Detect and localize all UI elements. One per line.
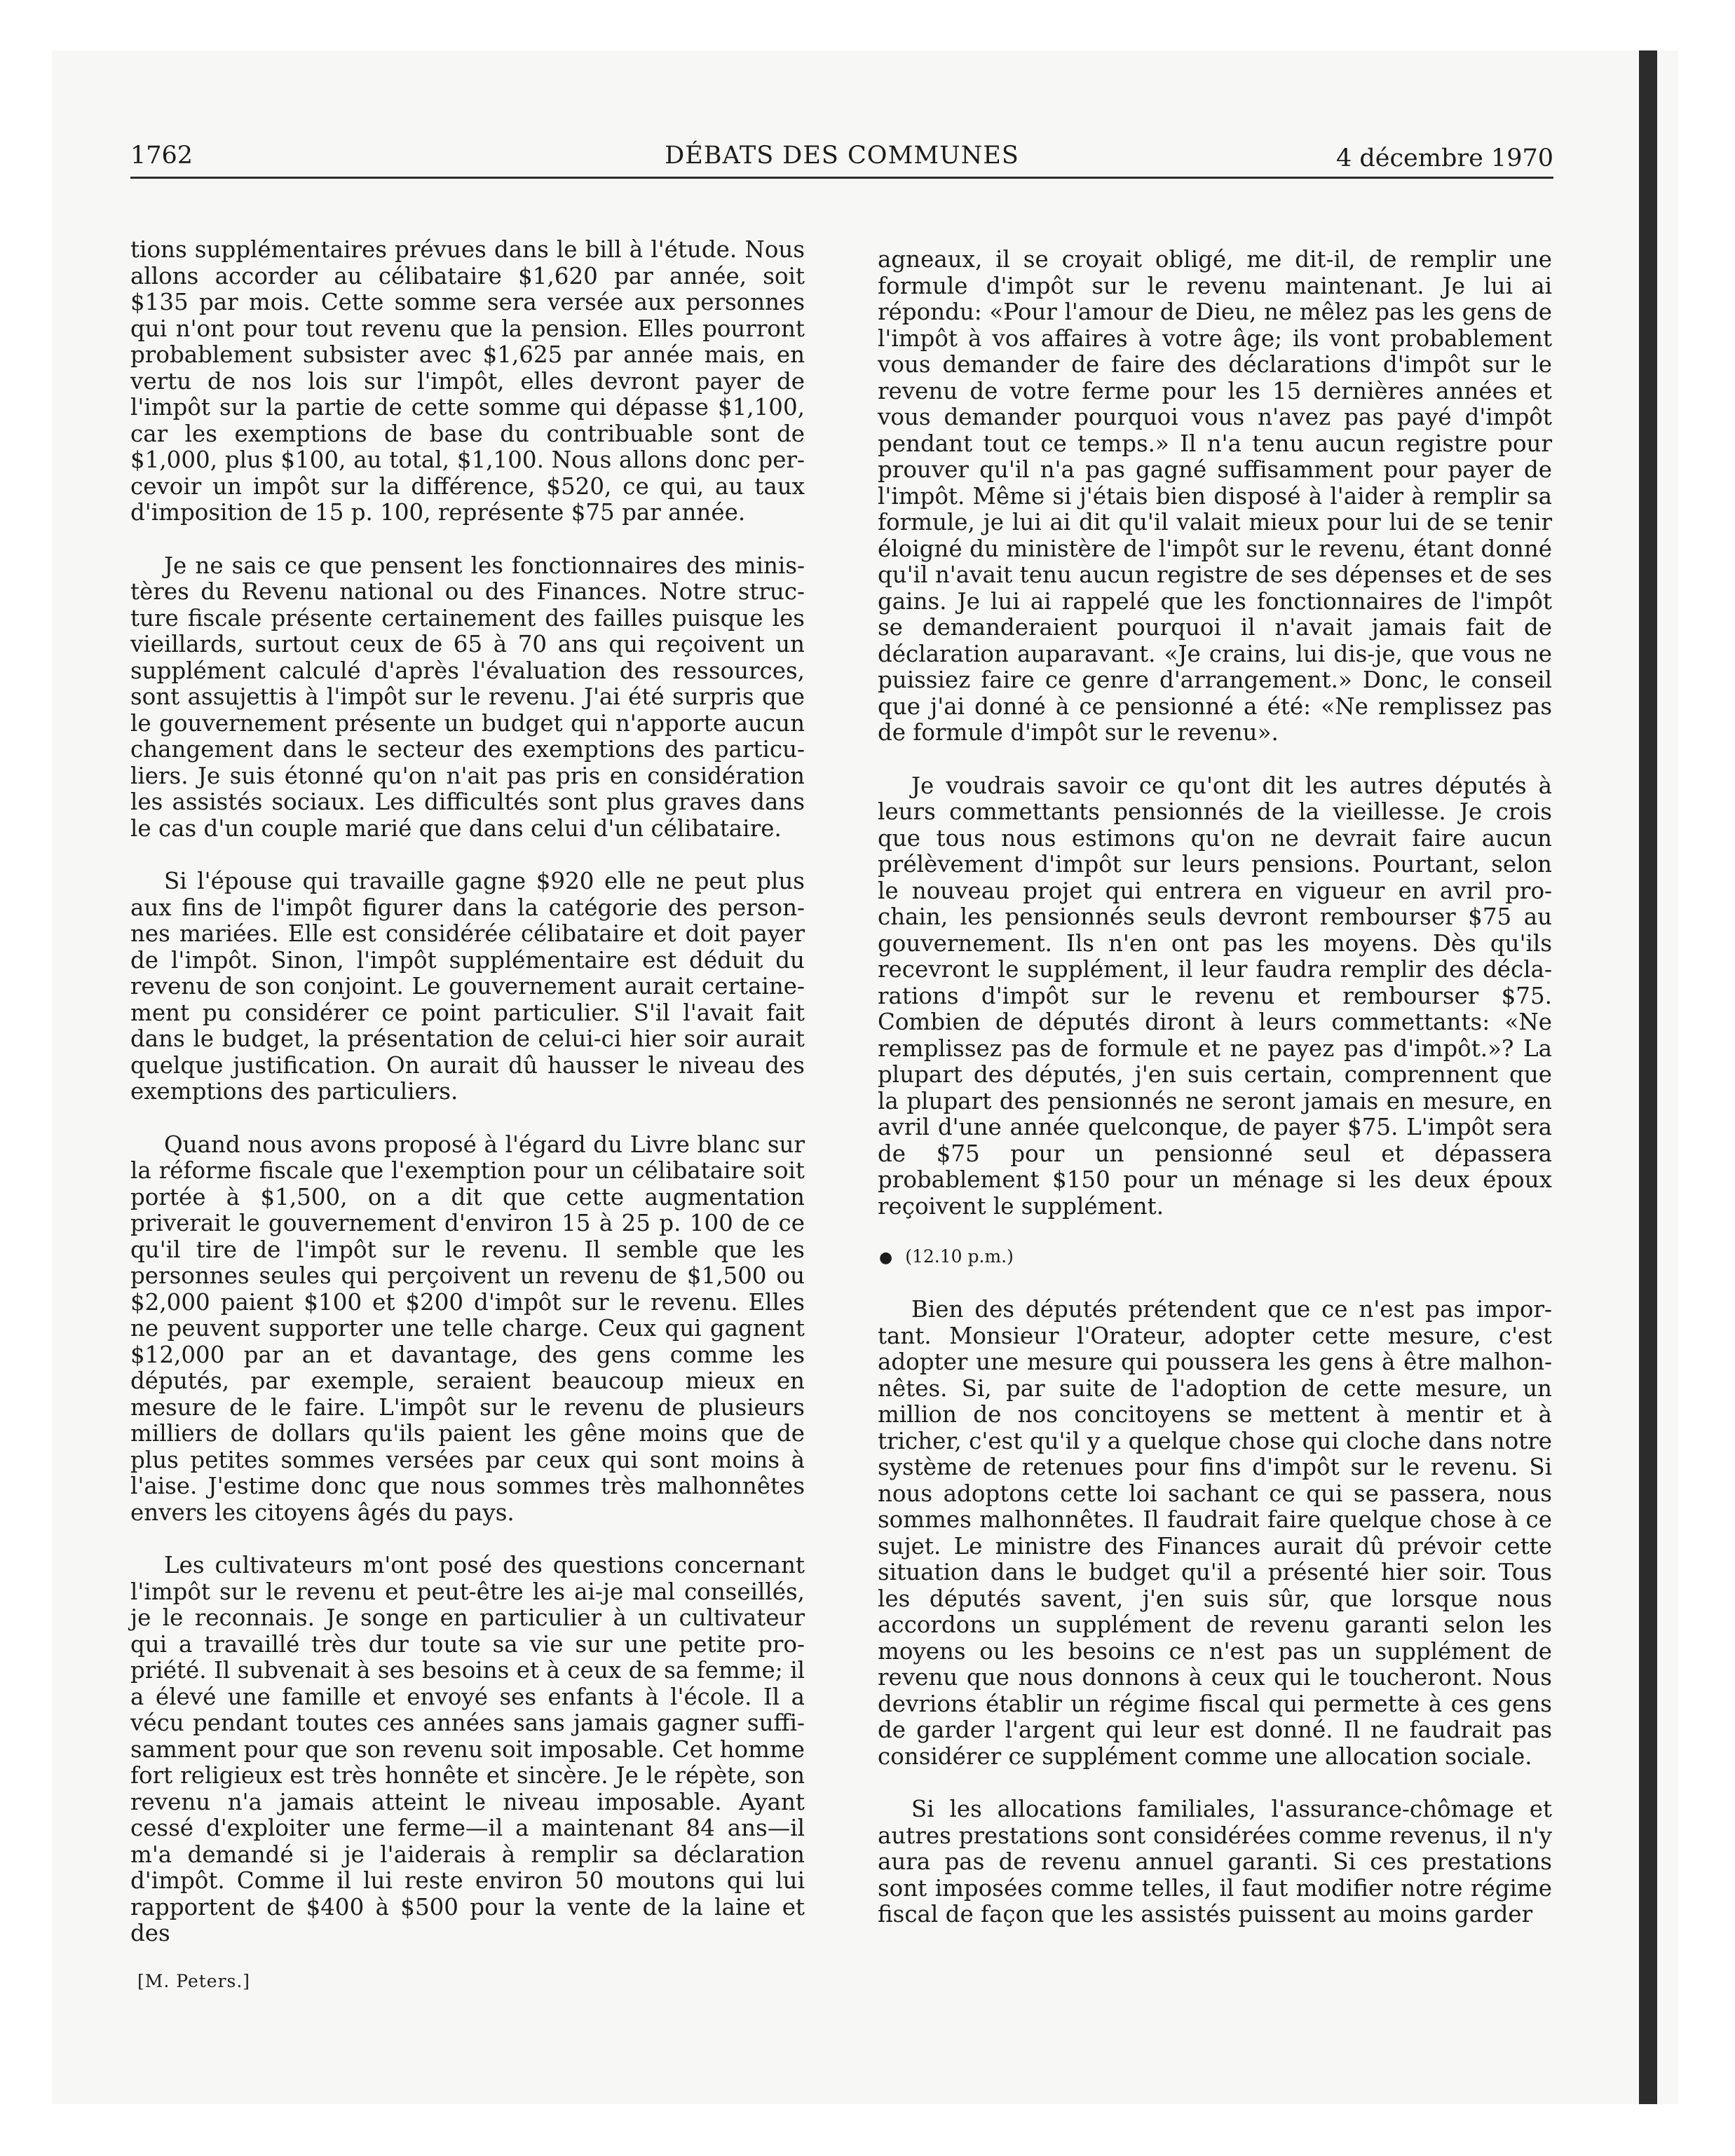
bullet-icon: ●	[879, 1249, 893, 1267]
paragraph: Si l'épouse qui travaille gagne $920 elle ne peut plus aux fins de l'impôt figurer dans la catégorie des personnes mariées. Elle est considérée célibataire et doit payer de l'impôt. Sinon, l'impôt supplémentaire est déduit du revenu de son conjoint. Le gouvernement aurait certainement pu considérer ce point particulier. S'il l'avait fait dans le budget, la présentation de celui-ci hier soir aurait quelque justification. On aurait dû hausser le niveau des exemptions des particuliers.	[130, 868, 805, 1105]
time-stamp	[879, 1245, 1552, 1270]
running-header	[130, 137, 1553, 179]
left-column	[130, 237, 805, 1947]
time-stamp-text: (12.10 p.m.)	[905, 1246, 1014, 1267]
paragraph: Je ne sais ce que pensent les fonctionnaires des ministères du Revenu national ou des Finances. Notre structure fiscale présente certainement des failles puisque les vieillards, surtout ceux de 65 à 70 ans qui reçoivent un supplément calculé d'après l'évaluation des ressources, sont assujettis à l'impôt sur le revenu. J'ai été surpris que le gouvernement présente un budget qui n'apporte aucun changement dans le secteur des exemptions des particuliers. Je suis étonné qu'on n'ait pas pris en considération les assistés sociaux. Les difficultés sont plus graves dans le cas d'un couple marié que dans celui d'un célibataire.	[130, 552, 805, 842]
scan-edge-shadow	[1639, 50, 1657, 2104]
paragraph: Si les allocations familiales, l'assurance-chômage et autres prestations sont considérées comme revenus, il n'y aura pas de revenu annuel garanti. Si ces prestations sont imposées comme telles, il faut modifier notre régime fiscal de façon que les assistés puissent au moins garder	[878, 1796, 1552, 1928]
paragraph: agneaux, il se croyait obligé, me dit-il, de remplir une formule d'impôt sur le revenu maintenant. Je lui ai répondu: «Pour l'amour de Dieu, ne mêlez pas les gens de l'impôt à vos affaires à votre âge; ils vont probablement vous demander de faire des déclarations d'impôt sur le revenu de votre ferme pour les 15 dernières années et vous demander pourquoi vous n'avez pas payé d'impôt pendant tout ce temps.» Il n'a tenu aucun registre pour prouver qu'il n'a pas gagné suffisamment pour payer de l'impôt. Même si j'étais bien disposé à l'aider à remplir sa formule, je lui ai dit qu'il valait mieux pour lui de se tenir éloigné du ministère de l'impôt sur le revenu, étant donné qu'il n'avait tenu aucun registre de ses dépenses et de ses gains. Je lui ai rappelé que les fonctionnaires de l'impôt se demanderaient pourquoi il n'avait jamais fait de déclaration auparavant. «Je crains, lui dis-je, que vous ne puissiez faire ce genre d'arrangement.» Donc, le conseil que j'ai donné à ce pensionné a été: «Ne remplissez pas de formule d'impôt sur le revenu».	[878, 246, 1552, 746]
right-column	[878, 247, 1552, 1928]
page-number: 1762	[130, 142, 193, 170]
speaker-tag: [M. Peters.]	[137, 1971, 251, 1991]
paragraph: Je voudrais savoir ce qu'ont dit les autres députés à leurs commettants pensionnés de la vieillesse. Je crois que tous nous estimons qu'on ne devrait faire aucun prélèvement d'impôt sur leurs pensions. Pourtant, selon le nouveau projet qui entrera en vigueur en avril prochain, les pensionnés seuls devront rembourser $75 au gouvernement. Ils n'en ont pas les moyens. Dès qu'ils recevront le supplément, il leur faudra remplir des déclarations d'impôt sur le revenu et rembourser $75. Combien de députés diront à leurs commettants: «Ne remplissez pas de formule et ne payez pas d'impôt.»? La plupart des députés, j'en suis certain, comprennent que la plupart des pensionnés ne seront jamais en mesure, en avril d'une année quelconque, de payer $75. L'impôt sera de $75 pour un pensionné seul et dépassera probablement $150 pour un ménage si les deux époux reçoivent le supplément.	[878, 772, 1552, 1220]
header-date: 4 décembre 1970	[1335, 144, 1553, 172]
paragraph: Bien des députés prétendent que ce n'est pas important. Monsieur l'Orateur, adopter cette mesure, c'est adopter une mesure qui poussera les gens à être malhonnêtes. Si, par suite de l'adoption de cette mesure, un million de nos concitoyens se mettent à mentir et à tricher, c'est qu'il y a quelque chose qui cloche dans notre système de retenues pour fins d'impôt sur le revenu. Si nous adoptons cette loi sachant ce qui se passera, nous sommes malhonnêtes. Il faudrait faire quelque chose à ce sujet. Le ministre des Finances aurait dû prévoir cette situation dans le budget qu'il a présenté hier soir. Tous les députés savent, j'en suis sûr, que lorsque nous accordons un supplément de revenu garanti selon les moyens ou les besoins ce n'est pas un supplément de revenu que nous donnons à ceux qui le toucheront. Nous devrions établir un régime fiscal qui permette à ces gens de garder l'argent qui leur est donné. Il ne faudrait pas considérer ce supplément comme une allocation sociale.	[878, 1296, 1552, 1770]
paragraph: Les cultivateurs m'ont posé des questions concernant l'impôt sur le revenu et peut-être les ai-je mal conseillés, je le reconnais. Je songe en particulier à un cultivateur qui a travaillé très dur toute sa vie sur une petite propriété. Il subvenait à ses besoins et à ceux de sa femme; il a élevé une famille et envoyé ses enfants à l'école. Il a vécu pendant toutes ces années sans jamais gagner suffisamment pour que son revenu soit imposable. Cet homme fort religieux est très honnête et sincère. Je le répète, son revenu n'a jamais atteint le niveau imposable. Ayant cessé d'exploiter une ferme—il a maintenant 84 ans—il m'a demandé si je l'aiderais à remplir sa déclaration d'impôt. Comme il lui reste environ 50 moutons qui lui rapportent de $400 à $500 pour la vente de la laine et des	[130, 1552, 805, 1946]
paragraph: tions supplémentaires prévues dans le bill à l'étude. Nous allons accorder au célibataire $1,620 par année, soit $135 par mois. Cette somme sera versée aux personnes qui n'ont pour tout revenu que la pension. Elles pourront probablement subsister avec $1,625 par année mais, en vertu de nos lois sur l'impôt, elles devront payer de l'impôt sur la partie de cette somme qui dépasse $1,100, car les exemptions de base du contribuable sont de $1,000, plus $100, au total, $1,100. Nous allons donc percevoir un impôt sur la différence, $520, ce qui, au taux d'imposition de 15 p. 100, représente $75 par année.	[130, 236, 805, 526]
running-title: DÉBATS DES COMMUNES	[665, 142, 1019, 170]
paragraph: Quand nous avons proposé à l'égard du Livre blanc sur la réforme fiscale que l'exemption pour un célibataire soit portée à $1,500, on a dit que cette augmentation priverait le gouvernement d'environ 15 à 25 p. 100 de ce qu'il tire de l'impôt sur le revenu. Il semble que les personnes seules qui perçoivent un revenu de $1,500 ou $2,000 paient $100 et $200 d'impôt sur le revenu. Elles ne peuvent supporter une telle charge. Ceux qui gagnent $12,000 par an et davantage, des gens comme les députés, par exemple, seraient beaucoup mieux en mesure de le faire. L'impôt sur le revenu de plusieurs milliers de dollars qu'ils paient les gêne moins que de plus petites sommes versées par ceux qui sont moins à l'aise. J'estime donc que nous sommes très malhonnêtes envers les citoyens âgés du pays.	[130, 1131, 805, 1526]
